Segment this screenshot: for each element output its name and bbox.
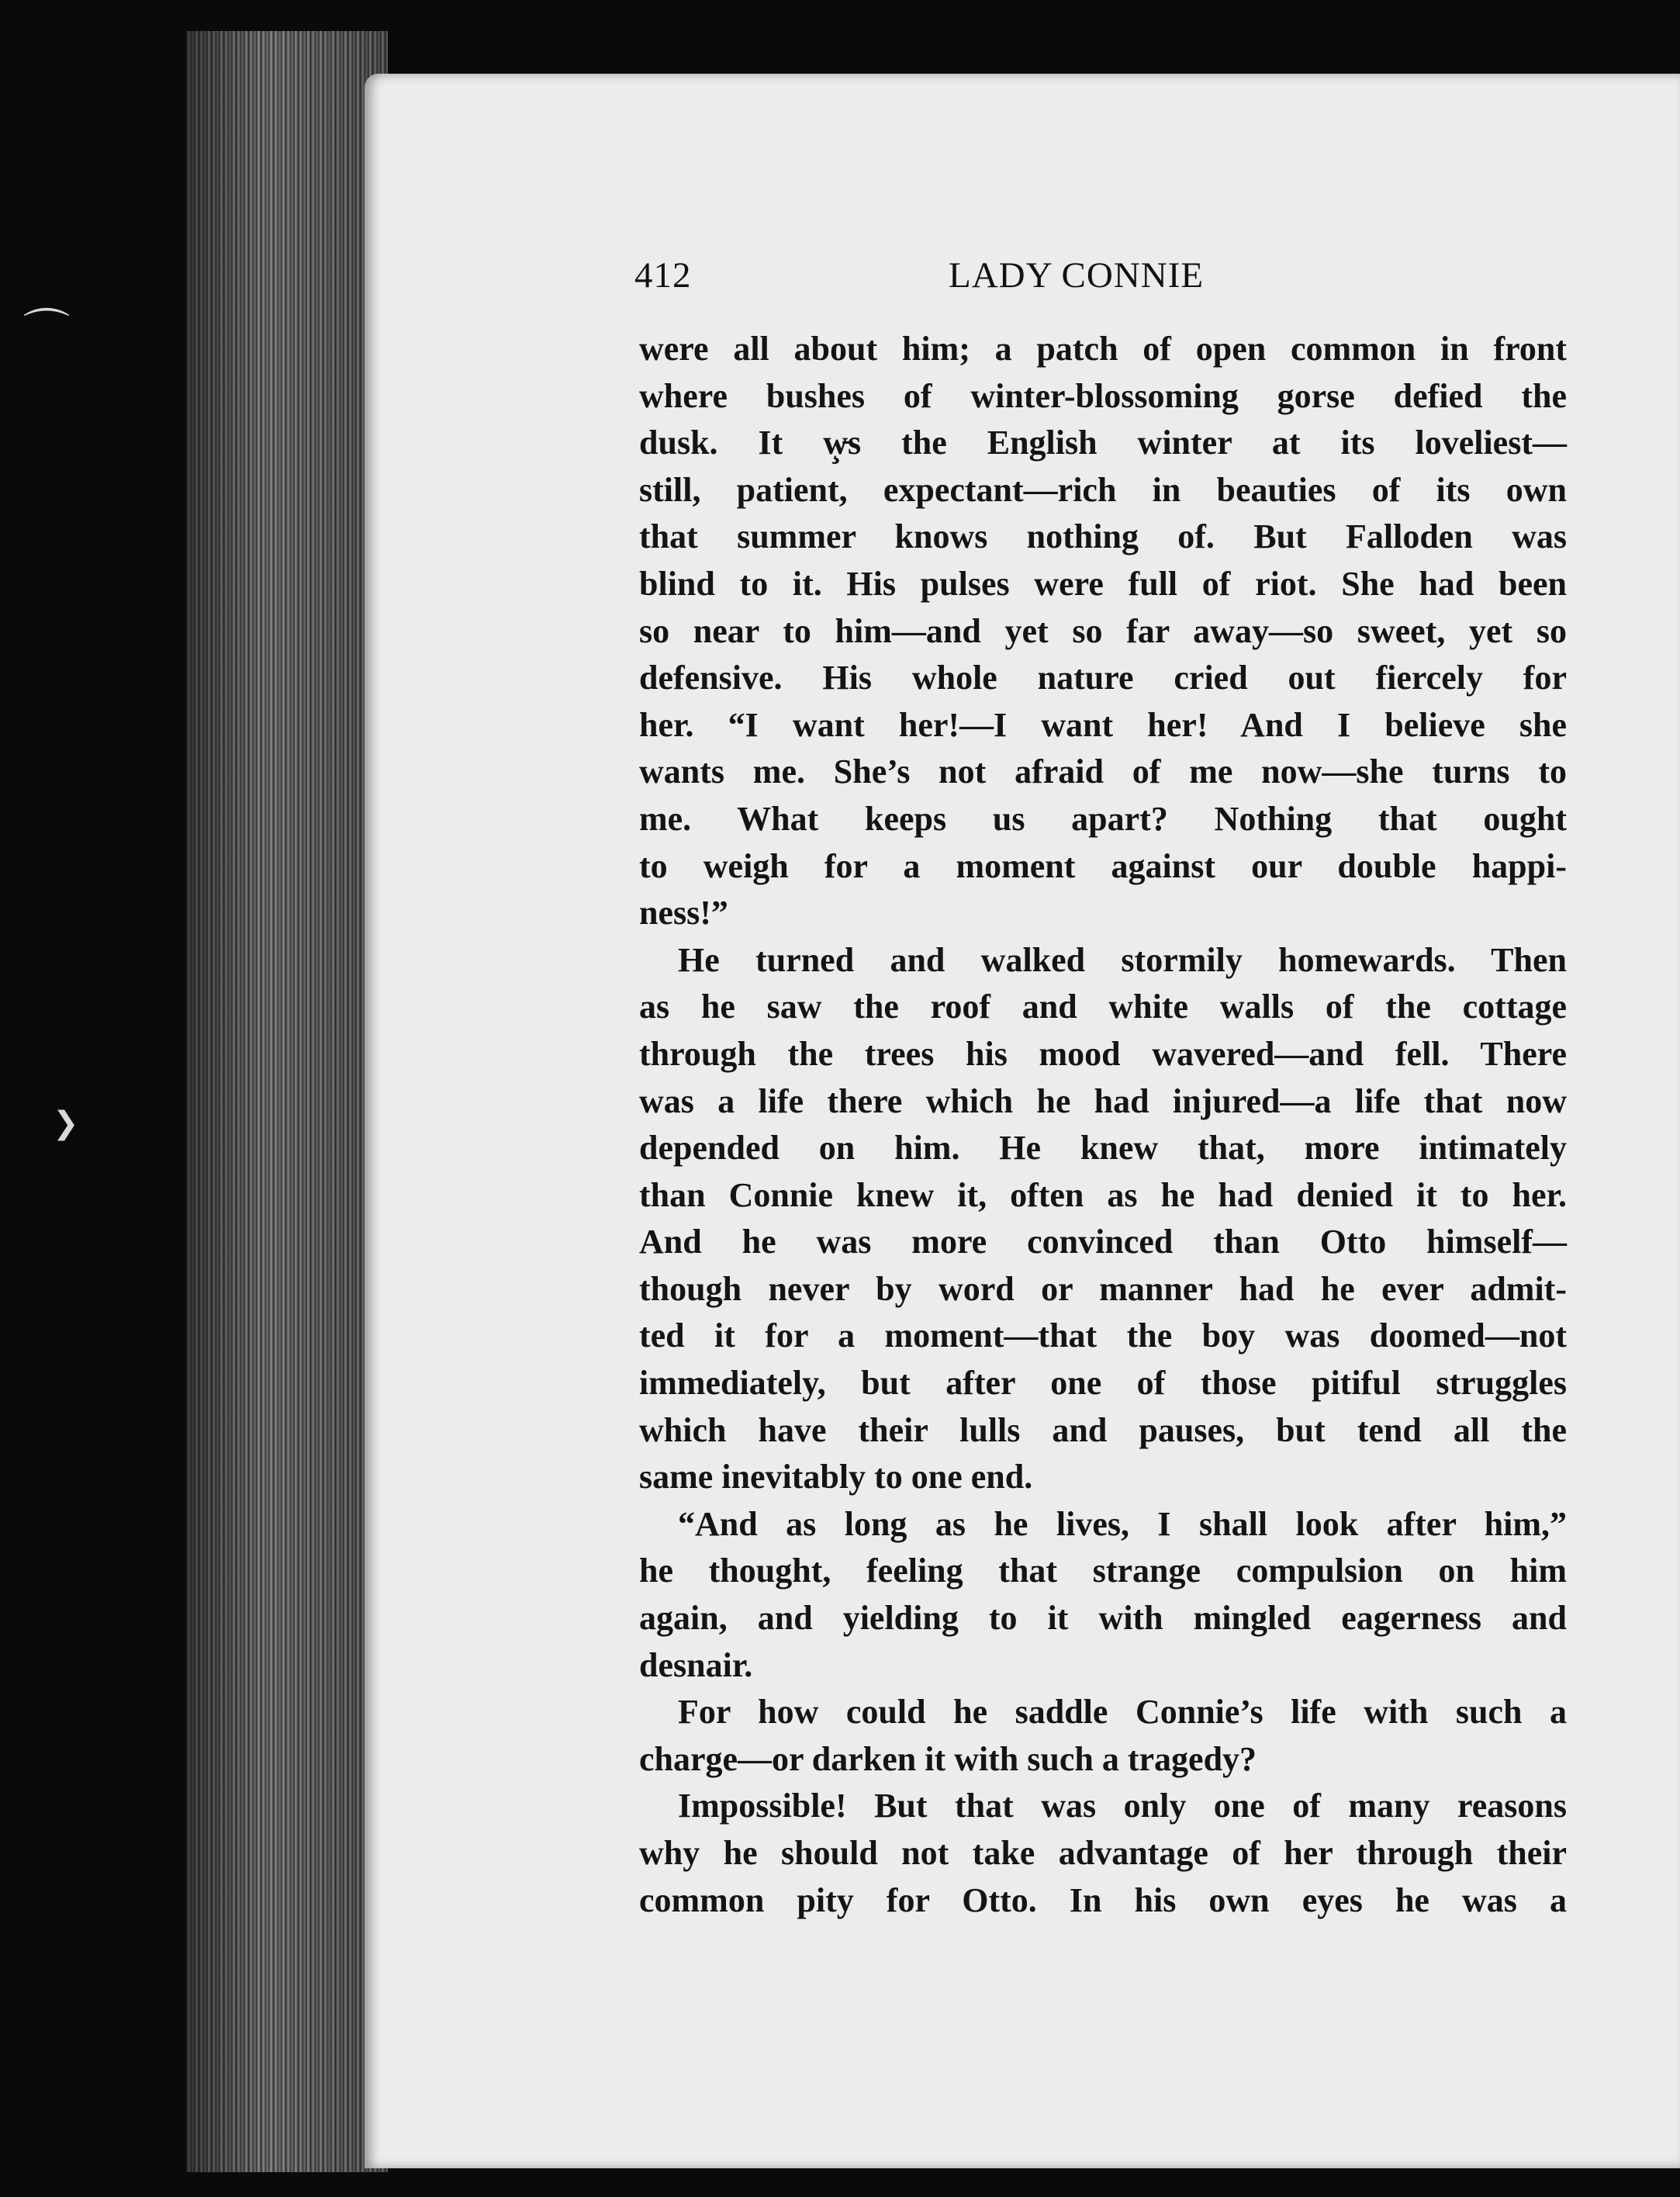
page-number: 412 (634, 255, 692, 296)
text-line: were all about him; a patch of open common in front (639, 330, 1567, 368)
text-line: than Connie knew it, often as he had denied it to her. (639, 1175, 1567, 1214)
text-line: And he was more convinced than Otto himself— (639, 1223, 1567, 1261)
text-line: me. What keeps us apart? Nothing that ought (639, 799, 1567, 838)
scan-speck: ❯ (53, 1105, 79, 1141)
text-line: as he saw the roof and white walls of the cottage (639, 988, 1567, 1026)
text-line: common pity for Otto. In his own eyes he was a (639, 1880, 1567, 1919)
text-line: dusk. It w̵̧s the English winter at its loveliest— (639, 424, 1567, 462)
text-line: depended on him. He knew that, more intimately (639, 1129, 1567, 1168)
text-line: was a life there which he had injured—a life that now (639, 1081, 1567, 1120)
running-header (634, 254, 1565, 309)
text-line: “And as long as he lives, I shall look after him,” (678, 1504, 1567, 1543)
text-line: same inevitably to one end. (639, 1458, 1033, 1496)
text-line: Impossible! But that was only one of many reasons (678, 1787, 1567, 1825)
text-line: He turned and walked stormily homewards. Then (678, 940, 1567, 979)
text-line: charge—or darken it with such a tragedy? (639, 1739, 1257, 1778)
text-line: ted it for a moment—that the boy was doomed—not (639, 1316, 1567, 1355)
running-title: LADY CONNIE (949, 255, 1205, 296)
text-line: still, patient, expectant—rich in beauties of its own (639, 470, 1567, 509)
text-line: defensive. His whole nature cried out fiercely for (639, 659, 1567, 697)
text-line: which have their lulls and pauses, but tend all the (639, 1410, 1567, 1449)
text-line: For how could he saddle Connie’s life with such a (678, 1693, 1567, 1732)
text-line: wants me. She’s not afraid of me now—she turns to (639, 753, 1567, 791)
text-line: to weigh for a moment against our double happi- (639, 846, 1567, 885)
text-line: though never by word or manner had he ever admit- (639, 1269, 1567, 1308)
scan-speck: ⌒ (23, 305, 70, 359)
text-line: again, and yielding to it with mingled eagerness and (639, 1599, 1567, 1638)
text-line: desnair. (639, 1645, 753, 1684)
text-line: through the trees his mood wavered—and fell. There (639, 1034, 1567, 1073)
text-line: immediately, but after one of those pitiful struggles (639, 1364, 1567, 1403)
text-line: why he should not take advantage of her through their (639, 1834, 1567, 1872)
text-line: that summer knows nothing of. But Falloden was (639, 517, 1567, 556)
page-stack-shadow (186, 31, 388, 2172)
text-line: her. “I want her!—I want her! And I believe she (639, 705, 1567, 744)
text-line: so near to him—and yet so far away—so sweet, yet so (639, 611, 1567, 650)
text-line: where bushes of winter-blossoming gorse defied the (639, 376, 1567, 415)
text-line: he thought, feeling that strange compulsion on him (639, 1552, 1567, 1590)
text-line: blind to it. His pulses were full of riot. She had been (639, 564, 1567, 603)
body-text (639, 326, 1567, 1924)
text-line: ness!” (639, 894, 728, 932)
